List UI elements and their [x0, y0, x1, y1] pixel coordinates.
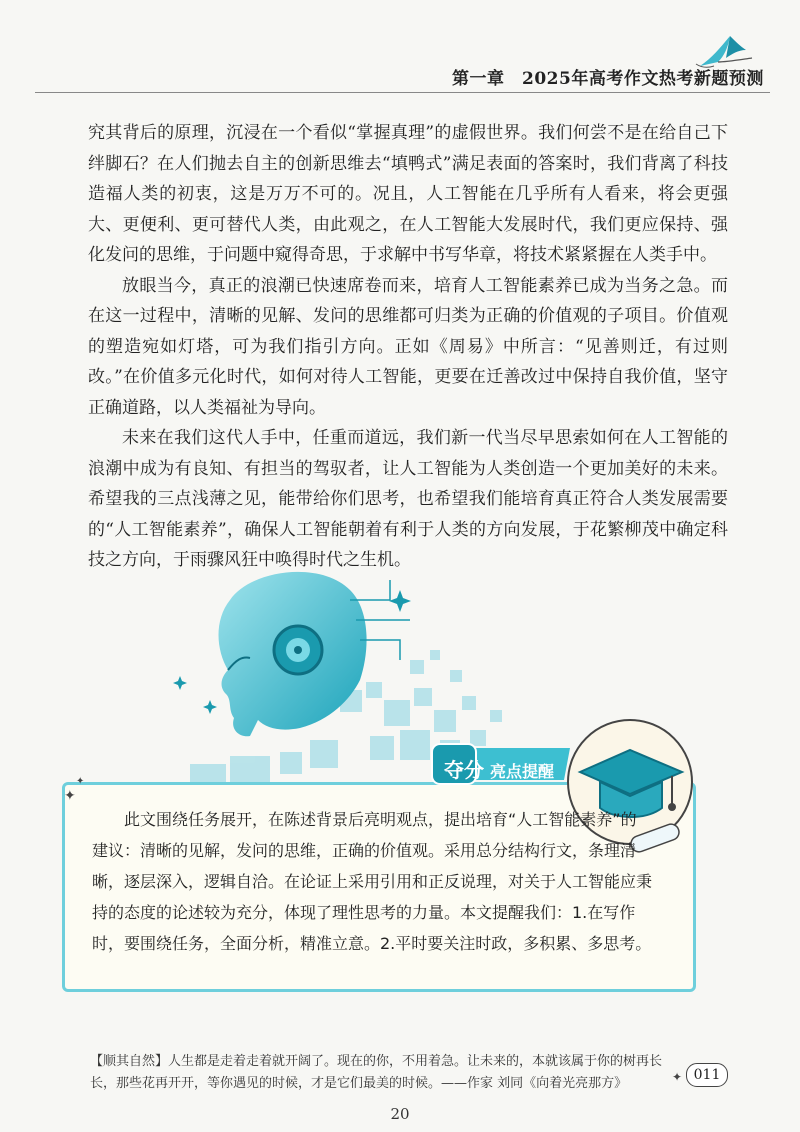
- callout-badge: 夺分: [444, 758, 484, 782]
- sparkle-icon: ✦: [76, 776, 85, 787]
- page-number: 20: [390, 1105, 410, 1123]
- essay-body: [88, 118, 728, 576]
- footer-quote: 【顺其自然】人生都是走着走着就开阔了。现在的你，不用着急。让未来的，本就该属于你的树再长长，那些花再开开，等你遇见的时候，才是它们最美的时候。——作家 刘同《向着光亮那方》: [90, 1054, 663, 1091]
- callout-title: 亮点提醒: [490, 762, 555, 781]
- essay-paragraph: 究其背后的原理，沉浸在一个看似“掌握真理”的虚假世界。我们何尝不是在给自己下绊脚石？在人们抛去自主的创新思维去“填鸭式”满足表面的答案时，我们背离了科技造福人类的初衷，这是万万不可的。况且，人工智能在几乎所有人看来，将会更强大、更便利、更可替代人类，由此观之，在人工智能大发展时代，我们更应保持、强化发问的思维，于问题中窥得奇思，于求解中书写华章，将技术紧紧握在人类手中。: [88, 123, 728, 265]
- section-page-badge: 011: [686, 1063, 728, 1087]
- sparkle-icon: ✦: [64, 788, 76, 804]
- callout-paragraph: 此文围绕任务展开，在陈述背景后亮明观点，提出培育“人工智能素养”的建议：清晰的见解，发问的思维，正确的价值观。采用总分结构行文，条理清晰，逐层深入，逻辑自洽。在论证上采用引用和正反说理，对关于人工智能应秉持的态度的论述较为充分，体现了理性思考的力量。本文提醒我们：1.在写作时，要围绕任务，全面分析，精准立意。2.平时要关注时政，多积累、多思考。: [92, 810, 653, 953]
- sparkle-icon: ✦: [672, 1070, 683, 1084]
- header-divider: [35, 92, 770, 93]
- essay-paragraph: 放眼当今，真正的浪潮已快速席卷而来，培育人工智能素养已成为当务之急。而在这一过程中，清晰的见解、发问的思维都可归类为正确的价值观的子项目。价值观的塑造宛如灯塔，可为我们指引方向。正如《周易》中所言：“见善则迁，有过则改。”在价值多元化时代，如何对待人工智能，更要在迁善改过中保持自我价值，坚守正确道路，以人类福祉为导向。: [88, 275, 728, 418]
- essay-paragraph: 未来在我们这代人手中，任重而道远，我们新一代当尽早思索如何在人工智能的浪潮中成为有良知、有担当的驾驭者，让人工智能为人类创造一个更加美好的未来。希望我的三点浅薄之见，能带给你们思考，也希望我们能培育真正符合人类发展需要的“人工智能素养”，确保人工智能朝着有利于人类的方向发展，于花繁柳茂中确定科技之方向，于雨骤风狂中唤得时代之生机。: [88, 428, 728, 570]
- callout-body: [92, 804, 652, 959]
- running-header: 第一章 2025年高考作文热考新题预测: [452, 69, 764, 89]
